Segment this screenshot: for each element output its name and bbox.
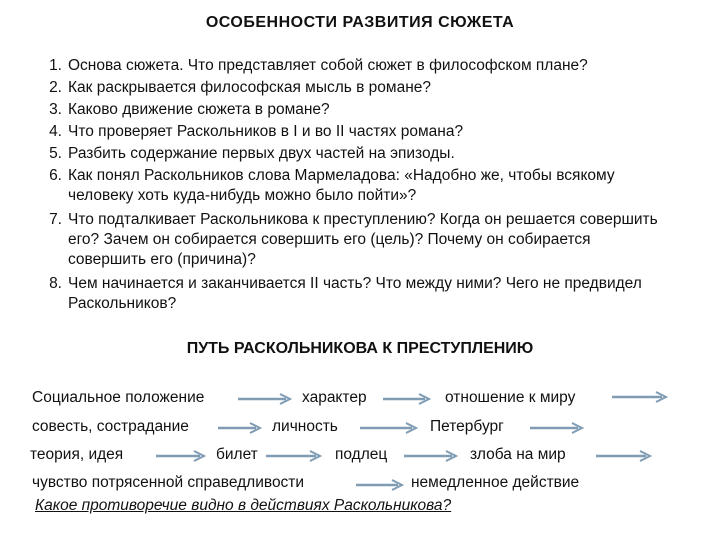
path-word-attitude: отношение к миру [445,389,576,406]
path-word-malice: злоба на мир [470,446,566,463]
path-word-personality: личность [272,418,338,435]
path-word-scoundrel: подлец [335,446,388,463]
list-number: 6. [49,167,62,184]
list-item [40,144,700,164]
list-item [40,122,700,142]
question-text: Основа сюжета. Что представляет собой сюжет в философском плане? [68,57,588,74]
right-arrow-icon [356,478,406,492]
list-item [40,166,660,206]
list-number: 4. [49,123,62,140]
right-arrow-icon [360,421,420,435]
path-word-social: Социальное положение [32,389,205,406]
list-number: 7. [49,211,62,228]
final-question: Какое противоречие видно в действиях Раскольникова? [35,497,452,514]
right-arrow-icon [530,421,586,435]
question-text: Что подталкивает Раскольникова к преступлению? Когда он решается совершить его? Зачем он собирается совершить его (цель)? Почему он собирается совершить его (причина)? [68,211,658,268]
path-word-petersburg: Петербург [430,418,504,435]
list-item [40,100,700,120]
right-arrow-icon [218,421,264,435]
list-number: 2. [49,79,62,96]
right-arrow-icon [238,392,294,406]
path-word-conscience: совесть, сострадание [32,418,189,435]
list-number: 8. [49,275,62,292]
right-arrow-icon [266,449,324,463]
path-word-action: немедленное действие [411,474,580,491]
question-text: Как понял Раскольников слова Мармеладова: «Надобно же, чтобы всякому человеку хоть куда-нибудь можно было пойти»? [68,167,615,204]
question-text: Что проверяет Раскольников в I и во II частях романа? [68,123,464,140]
list-number: 1. [49,57,62,74]
list-item [40,78,700,98]
path-word-justice: чувство потрясенной справедливости [32,474,305,491]
path-word-character: характер [302,389,367,406]
section-title: ПУТЬ РАСКОЛЬНИКОВА К ПРЕСТУПЛЕНИЮ [186,340,534,357]
right-arrow-icon [612,390,670,404]
path-word-theory: теория, идея [30,446,124,463]
question-text: Разбить содержание первых двух частей на эпизоды. [68,145,455,162]
list-number: 3. [49,101,62,118]
list-item [40,210,670,270]
list-number: 5. [49,145,62,162]
page-title: ОСОБЕННОСТИ РАЗВИТИЯ СЮЖЕТА [205,14,515,31]
question-text: Чем начинается и заканчивается II часть? Что между ними? Чего не предвидел Раскольников? [68,275,642,312]
right-arrow-icon [383,392,433,406]
list-item [40,56,700,76]
question-text: Каково движение сюжета в романе? [68,101,330,118]
right-arrow-icon [156,449,208,463]
question-text: Как раскрывается философская мысль в романе? [68,79,432,96]
list-item [40,274,670,314]
path-word-ticket: билет [216,446,258,463]
right-arrow-icon [404,449,460,463]
right-arrow-icon [596,449,654,463]
